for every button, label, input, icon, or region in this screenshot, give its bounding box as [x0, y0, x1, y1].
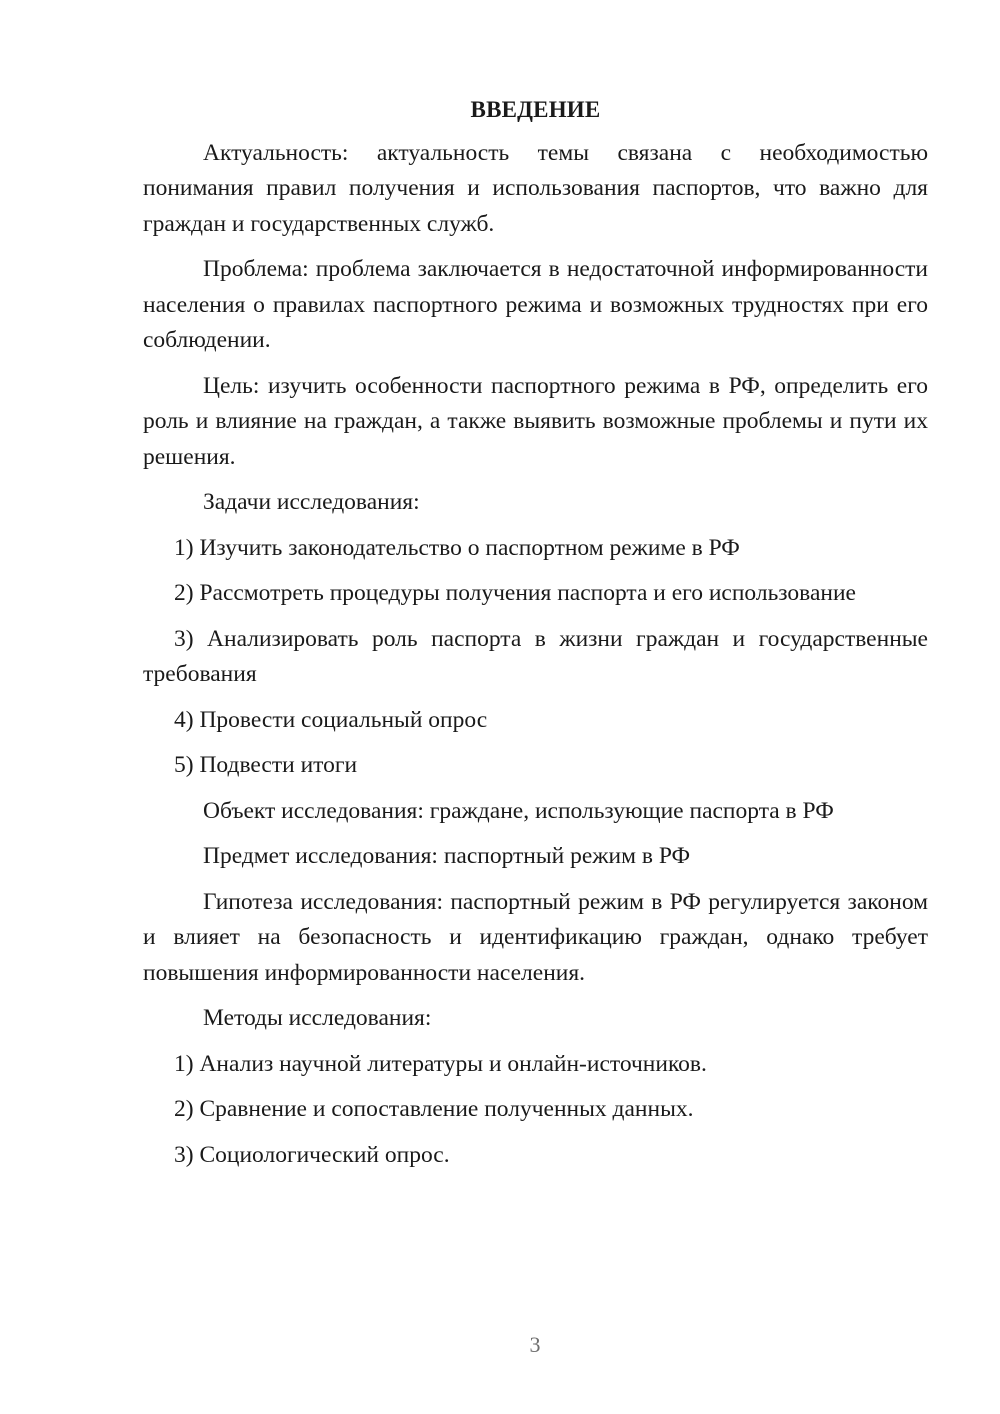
task-item: 3) Анализировать роль паспорта в жизни граждан и государственные требования	[143, 625, 928, 687]
method-item: 1) Анализ научной литературы и онлайн-источников.	[174, 1050, 707, 1077]
object-paragraph: Объект исследования: граждане, использующие паспорта в РФ	[203, 797, 834, 824]
document-body	[143, 92, 928, 1183]
task-item: 4) Провести социальный опрос	[174, 706, 488, 733]
methods-label: Методы исследования:	[203, 1005, 432, 1031]
task-item: 5) Подвести итоги	[174, 752, 358, 778]
method-item: 3) Социологический опрос.	[174, 1141, 450, 1168]
task-item: 1) Изучить законодательство о паспортном режиме в РФ	[174, 534, 740, 561]
goal-paragraph: Цель: изучить особенности паспортного режима в РФ, определить его роль и влияние на граждан, а также выявить возможные проблемы и пути их решения.	[143, 372, 928, 470]
relevance-paragraph: Актуальность: актуальность темы связана с необходимостью понимания правил получения и использования паспортов, что важно для граждан и государственных служб.	[143, 139, 928, 237]
section-heading: ВВЕДЕНИЕ	[470, 97, 601, 122]
problem-paragraph: Проблема: проблема заключается в недостаточной информированности населения о правилах паспортного режима и возможных трудностях при его соблюдении.	[143, 256, 928, 353]
tasks-label: Задачи исследования:	[203, 489, 420, 515]
subject-paragraph: Предмет исследования: паспортный режим в РФ	[203, 843, 691, 869]
page-number: 3	[529, 1332, 541, 1357]
hypothesis-paragraph: Гипотеза исследования: паспортный режим в РФ регулируется законом и влияет на безопасность и идентификацию граждан, однако требует повышения информированности населения.	[143, 888, 928, 986]
method-item: 2) Сравнение и сопоставление полученных данных.	[174, 1096, 694, 1122]
task-item: 2) Рассмотреть процедуры получения паспорта и его использование	[174, 580, 856, 606]
